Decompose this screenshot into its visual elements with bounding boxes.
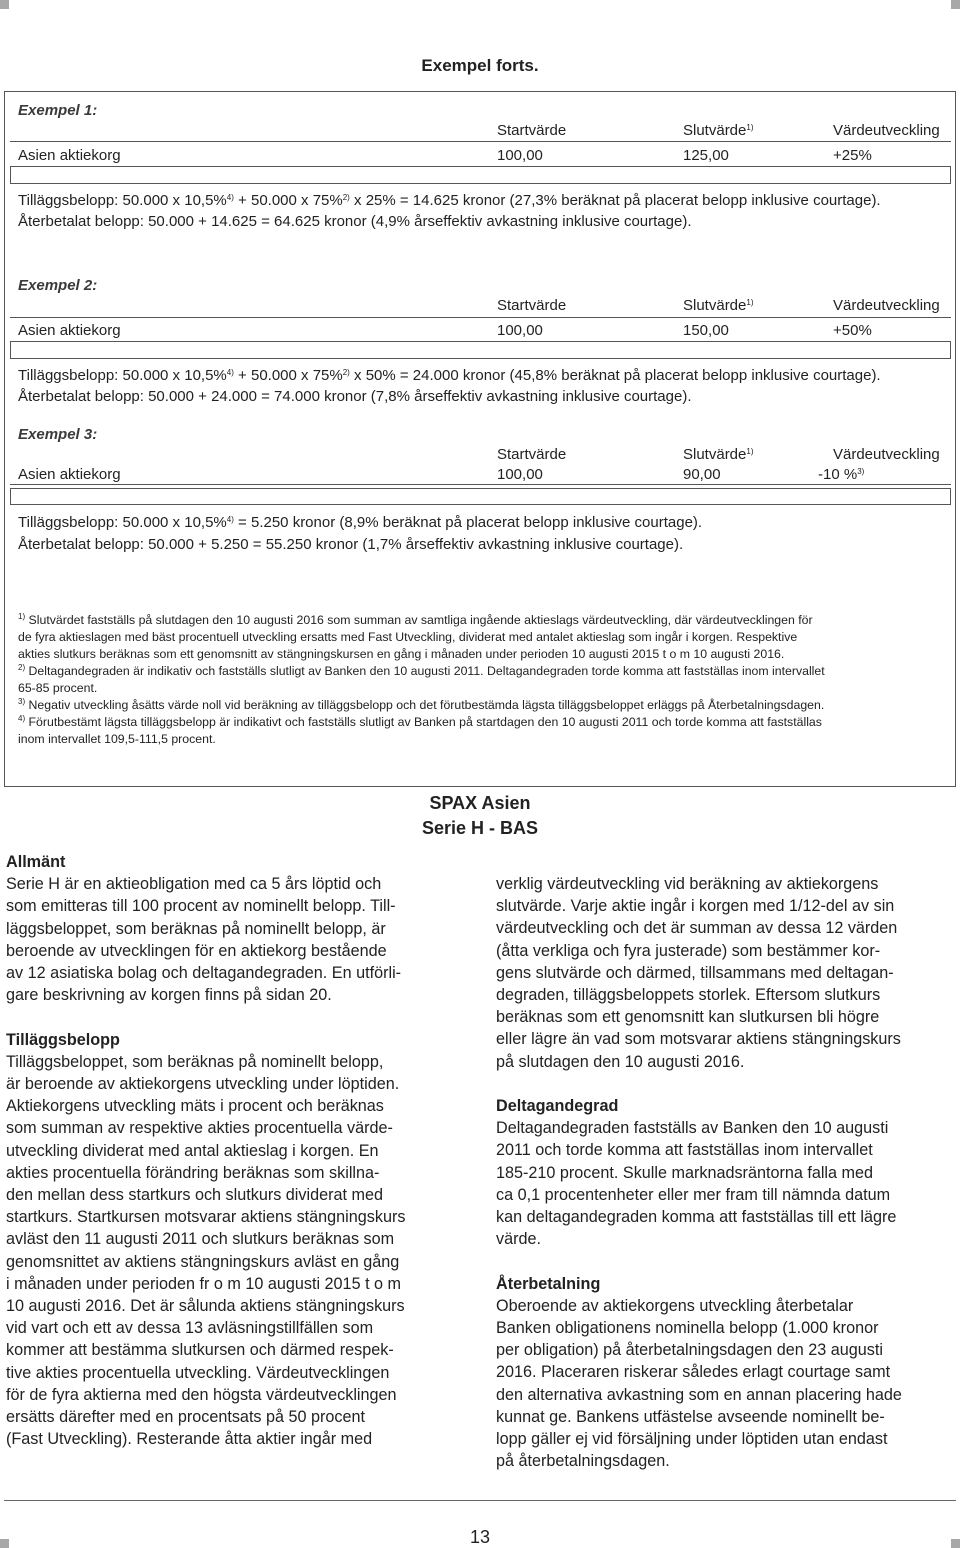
- corner-mark: [0, 0, 9, 9]
- divider: [4, 1500, 956, 1501]
- text-line: lopp gäller ej vid försäljning under löptiden utan endast: [496, 1430, 888, 1449]
- text-line: degraden, tilläggsbeloppets storlek. Eftersom slutkurs: [496, 986, 881, 1005]
- text-line: Deltagandegraden fastställs av Banken den 10 augusti: [496, 1119, 889, 1138]
- row-utv: -10 %$^{3)}$: [818, 466, 865, 483]
- calc-line-2: Återbetalat belopp: 50.000 + 14.625 = 64.625 kronor (4,9% årseffektiv avkastning inklusive courtage).: [18, 213, 692, 230]
- text-line: läggsbeloppet, som beräknas på nominellt belopp, är: [6, 919, 386, 938]
- example-heading: Exempel 2:: [18, 277, 98, 294]
- text-line: ersätts därefter med en procentsats på 50 procent: [6, 1408, 366, 1427]
- column-header-slut: Slutvärde$^{1)}$: [683, 297, 754, 314]
- text-line: den alternativa avkastning som en annan placering hade: [496, 1385, 902, 1404]
- row-start: 100,00: [497, 466, 543, 483]
- text-line: i månaden under perioden fr o m 10 augusti 2015 t o m: [6, 1274, 402, 1293]
- footnote-3: $^{3)}$ Negativ utveckling åsätts värde noll vid beräkning av tilläggsbelopp och det förutbestämda lägsta tilläggsbeloppet erläggs på Återbetalningsdagen.: [18, 697, 825, 712]
- row-utv: +50%: [833, 322, 872, 339]
- calc-line-2: Återbetalat belopp: 50.000 + 24.000 = 74.000 kronor (7,8% årseffektiv avkastning inklusive courtage).: [18, 388, 692, 405]
- table-rule: [10, 317, 951, 318]
- text-line: verklig värdeutveckling vid beräkning av aktiekorgens: [496, 875, 879, 893]
- calc-line-1: Tilläggsbelopp: 50.000 x 10,5%$^{4)}$ = 5.250 kronor (8,9% beräknat på placerat belopp inklusive courtage).: [18, 514, 703, 531]
- text-line: är beroende av aktiekorgens utveckling under löptiden.: [6, 1075, 400, 1094]
- calc-line-1: Tilläggsbelopp: 50.000 x 10,5%$^{4)}$ + 50.000 x 75%$^{2)}$ x 25% = 14.625 kronor (27,3% beräknat på placerat belopp inklusive courtage).: [18, 192, 881, 209]
- column-header-utv: Värdeutveckling: [833, 446, 940, 463]
- corner-mark: [951, 1539, 960, 1548]
- text-line: (Fast Utveckling). Resterande åtta aktier ingår med: [6, 1430, 373, 1449]
- table-rule: [10, 141, 951, 142]
- footnote-1: $^{1)}$ Slutvärdet fastställs på slutdagen den 10 augusti 2016 som summan av samtliga ingående aktieslags värdeutveckling, där värdeutvecklingen för: [18, 612, 813, 627]
- text-line: på återbetalningsdagen.: [496, 1452, 670, 1471]
- text-line: akties procentuella förändring beräknas som skillna-: [6, 1163, 380, 1182]
- example-heading: Exempel 3:: [18, 426, 98, 443]
- section-heading: Tilläggsbelopp: [6, 1030, 120, 1049]
- footnote-1-line: de fyra aktieslagen med bäst procentuell utveckling ersatts med Fast Utveckling, dividerat med antalet aktieslag som ingår i korgen. Respektive: [18, 630, 798, 644]
- text-line: 10 augusti 2016. Det är sålunda aktiens stängningskurs: [6, 1297, 405, 1316]
- text-line: tive akties procentuella utveckling. Värdeutvecklingen: [6, 1363, 390, 1382]
- text-line: kan deltagandegraden komma att fastställas till ett lägre: [496, 1208, 897, 1227]
- text-line: Tilläggsbeloppet, som beräknas på nominellt belopp,: [6, 1052, 384, 1071]
- row-slut: 125,00: [683, 147, 729, 164]
- row-label: Asien aktiekorg: [18, 322, 121, 339]
- example-heading: Exempel 1:: [18, 102, 98, 119]
- text-line: gens slutvärde och därmed, tillsammans med deltagan-: [496, 963, 894, 982]
- column-header-slut: Slutvärde$^{1)}$: [683, 122, 754, 139]
- corner-mark: [951, 0, 960, 9]
- table-rule: [10, 484, 951, 485]
- table-row-box: [10, 488, 951, 505]
- column-header-start: Startvärde: [497, 122, 567, 139]
- text-line: utveckling dividerat med antal aktieslag i korgen. En: [6, 1141, 379, 1160]
- section-heading: Återbetalning: [496, 1274, 601, 1293]
- row-label: Asien aktiekorg: [18, 147, 121, 164]
- page-number: 13: [469, 1527, 491, 1547]
- row-slut: 90,00: [683, 466, 721, 483]
- text-line: av 12 asiatiska bolag och deltagandegraden. En utförli-: [6, 964, 402, 983]
- text-line: beroende av utvecklingen för en aktiekorg bestående: [6, 941, 387, 960]
- footnotes: [18, 612, 954, 748]
- text-line: som emitteras till 100 procent av nominellt belopp. Till-: [6, 897, 396, 916]
- text-line: Oberoende av aktiekorgens utveckling återbetalar: [496, 1296, 854, 1315]
- table-row-box: [10, 341, 951, 359]
- section-title: SPAX Asien: [429, 793, 531, 813]
- text-line: kunnat ge. Bankens utfästelse avseende nominellt be-: [496, 1407, 885, 1426]
- text-line: Banken obligationens nominella belopp (1.000 kronor: [496, 1319, 879, 1338]
- text-line: genomsnittet av aktiens stängningskurs avläst en gång: [6, 1252, 400, 1271]
- figure-title: Exempel forts.: [421, 56, 539, 75]
- text-line: vid vart och ett av dessa 13 avläsningstillfällen som: [6, 1319, 374, 1338]
- column-header-start: Startvärde: [497, 297, 567, 314]
- column-header-utv: Värdeutveckling: [833, 297, 940, 314]
- text-line: gare beskrivning av korgen finns på sidan 20.: [6, 986, 332, 1005]
- text-line: per obligation) på återbetalningsdagen den 23 augusti: [496, 1341, 883, 1360]
- text-line: 2016. Placeraren riskerar således erlagt courtage samt: [496, 1363, 891, 1382]
- left-column: [6, 851, 466, 1450]
- paragraph-gap: [496, 1073, 958, 1095]
- text-line: som summan av respektive akties procentuella värde-: [6, 1119, 393, 1138]
- text-line: 2011 och torde komma att fastställas inom intervallet: [496, 1141, 873, 1160]
- text-line: beräknas som ett genomsnitt kan slutkursen bli högre: [496, 1008, 880, 1027]
- text-line: avläst den 11 augusti 2011 och slutkurs beräknas som: [6, 1230, 395, 1249]
- corner-mark: [0, 1539, 9, 1548]
- text-line: eller lägre än vad som motsvarar aktiens stängningskurs: [496, 1030, 901, 1049]
- column-header-utv: Värdeutveckling: [833, 122, 940, 139]
- calc-line-1: Tilläggsbelopp: 50.000 x 10,5%$^{4)}$ + 50.000 x 75%$^{2)}$ x 50% = 24.000 kronor (45,8% beräknat på placerat belopp inklusive courtage).: [18, 367, 881, 384]
- paragraph-gap: [6, 1006, 466, 1028]
- text-line: Serie H är en aktieobligation med ca 5 års löptid och: [6, 875, 382, 894]
- text-line: den mellan dess startkurs och slutkurs dividerat med: [6, 1186, 383, 1205]
- paragraph-gap: [496, 1250, 958, 1272]
- row-utv: +25%: [833, 147, 872, 164]
- section-subtitle: Serie H - BAS: [421, 818, 539, 838]
- text-line: på slutdagen den 10 augusti 2016.: [496, 1052, 745, 1071]
- text-line: värdeutveckling och det är summan av dessa 12 värden: [496, 919, 898, 938]
- text-line: slutvärde. Varje aktie ingår i korgen med 1/12-del av sin: [496, 897, 895, 916]
- row-label: Asien aktiekorg: [18, 466, 121, 483]
- column-header-start: Startvärde: [497, 446, 567, 463]
- row-start: 100,00: [497, 322, 543, 339]
- text-line: värde.: [496, 1230, 541, 1249]
- text-line: Aktiekorgens utveckling mäts i procent och beräknas: [6, 1097, 384, 1116]
- text-line: (åtta verkliga och fyra justerade) som bestämmer kor-: [496, 941, 881, 960]
- row-slut: 150,00: [683, 322, 729, 339]
- section-heading: Deltagandegrad: [496, 1097, 619, 1116]
- text-line: startkurs. Startkursen motsvarar aktiens stängningskurs: [6, 1208, 406, 1227]
- text-line: för de fyra aktierna med den högsta värdeutvecklingen: [6, 1385, 397, 1404]
- calc-line-2: Återbetalat belopp: 50.000 + 5.250 = 55.250 kronor (1,7% årseffektiv avkastning inklusive courtage).: [18, 536, 684, 553]
- section-heading: Allmänt: [6, 853, 66, 871]
- text-line: kommer att bestämma slutkursen och därmed respek-: [6, 1341, 394, 1360]
- footnote-4: $^{4)}$ Förutbestämt lägsta tilläggsbelopp är indikativt och fastställs slutligt av Banken på startdagen den 10 augusti 2011 och torde komma att fastställas: [18, 714, 822, 729]
- footnote-2: $^{2)}$ Deltagandegraden är indikativ och fastställs slutligt av Banken den 10 augusti 2011. Deltagandegraden torde komma att fastställas inom intervallet: [18, 663, 825, 678]
- text-line: 185-210 procent. Skulle marknadsräntorna falla med: [496, 1163, 874, 1182]
- footnote-4-line: inom intervallet 109,5-111,5 procent.: [18, 732, 216, 746]
- table-row-box: [10, 166, 951, 184]
- text-line: ca 0,1 procentenheter eller mer fram till nämnda datum: [496, 1185, 891, 1204]
- row-start: 100,00: [497, 147, 543, 164]
- column-header-slut: Slutvärde$^{1)}$: [683, 446, 754, 463]
- right-column: [496, 873, 958, 1472]
- footnote-2-line: 65-85 procent.: [18, 681, 98, 695]
- footnote-1-line: akties slutkurs beräknas som ett genomsnitt av stängningskursen en gång i månaden under perioden 10 augusti 2015 t o m 10 augusti 2016.: [18, 647, 785, 661]
